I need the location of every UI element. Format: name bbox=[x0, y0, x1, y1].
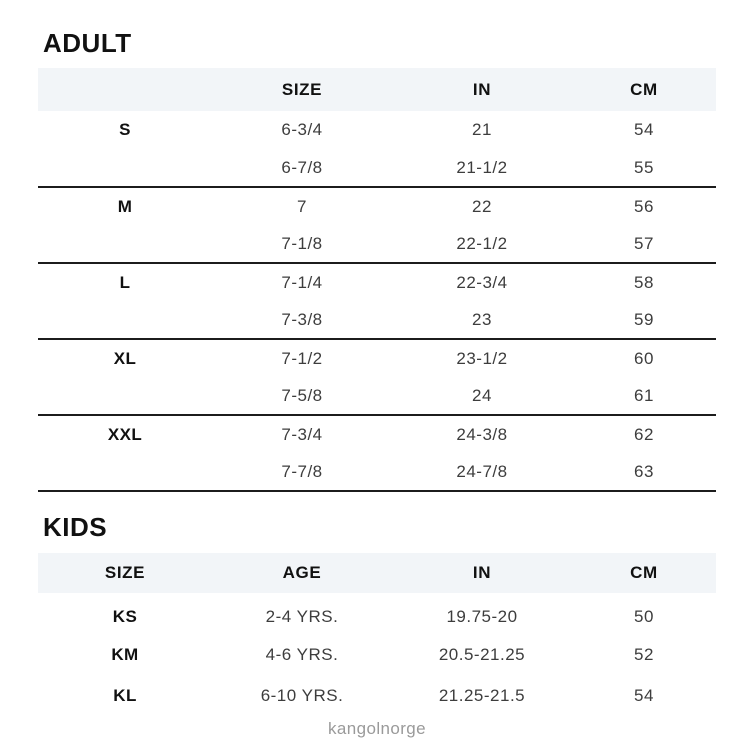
size-value-cell: 7-5/8 bbox=[212, 377, 392, 415]
kids-col-header-age: AGE bbox=[212, 553, 392, 593]
inches-value-cell: 22-3/4 bbox=[456, 272, 508, 292]
table-row bbox=[38, 149, 716, 187]
table-row bbox=[38, 377, 716, 415]
kids-header-row bbox=[38, 553, 716, 593]
size-group-label-blank bbox=[38, 377, 212, 415]
cm-value-cell: 55 bbox=[572, 149, 716, 187]
kids-col-header-cm: CM bbox=[572, 553, 716, 593]
size-group-label-blank bbox=[38, 453, 212, 491]
size-group-label: S bbox=[119, 120, 131, 139]
size-group-label: XL bbox=[113, 348, 137, 368]
inches-value-cell: 24-7/8 bbox=[392, 453, 572, 491]
table-row bbox=[38, 339, 716, 377]
adult-col-header-in: IN bbox=[392, 68, 572, 111]
cm-value-cell: 63 bbox=[572, 453, 716, 491]
size-value-cell: 6-7/8 bbox=[212, 149, 392, 187]
adult-section-title: ADULT bbox=[43, 28, 132, 58]
size-group-label: M bbox=[117, 196, 133, 216]
table-row bbox=[38, 111, 716, 149]
size-value-cell: 7-1/2 bbox=[281, 348, 323, 368]
cm-value-cell: 61 bbox=[572, 377, 716, 415]
size-group-label-blank bbox=[38, 149, 212, 187]
size-value-cell: 7-1/4 bbox=[281, 272, 323, 292]
kids-size-label: KL bbox=[113, 685, 137, 705]
cm-value-cell: 54 bbox=[634, 120, 654, 139]
cm-value-cell: 62 bbox=[634, 424, 654, 444]
inches-value-cell: 21.25-21.5 bbox=[438, 685, 526, 705]
inches-value-cell: 22-1/2 bbox=[392, 225, 572, 263]
inches-value-cell: 21 bbox=[472, 120, 492, 139]
size-group-label-blank bbox=[38, 225, 212, 263]
table-row bbox=[38, 453, 716, 491]
adult-col-header-size: SIZE bbox=[212, 68, 392, 111]
table-row bbox=[38, 301, 716, 339]
size-group-label: XXL bbox=[107, 424, 143, 444]
inches-value-cell: 23 bbox=[392, 301, 572, 339]
adult-col-header-cm: CM bbox=[572, 68, 716, 111]
age-value-cell: 4-6 YRS. bbox=[265, 644, 339, 664]
inches-value-cell: 24 bbox=[392, 377, 572, 415]
size-value-cell: 7-3/4 bbox=[281, 424, 323, 444]
cm-value-cell: 54 bbox=[634, 685, 654, 705]
cm-value-cell: 59 bbox=[572, 301, 716, 339]
kids-size-label: KS bbox=[112, 607, 138, 626]
table-row bbox=[38, 415, 716, 453]
table-row bbox=[38, 225, 716, 263]
kids-col-header-size: SIZE bbox=[38, 553, 212, 593]
brand-watermark: kangolnorge bbox=[328, 719, 426, 738]
cm-value-cell: 60 bbox=[634, 348, 654, 368]
size-value-cell: 7 bbox=[297, 196, 307, 216]
kids-size-table bbox=[38, 553, 716, 716]
adult-header-row bbox=[38, 68, 716, 111]
size-value-cell: 7-7/8 bbox=[212, 453, 392, 491]
age-value-cell: 2-4 YRS. bbox=[265, 607, 339, 626]
size-value-cell: 7-1/8 bbox=[212, 225, 392, 263]
adult-size-table bbox=[38, 68, 716, 492]
inches-value-cell: 19.75-20 bbox=[446, 607, 518, 626]
cm-value-cell: 57 bbox=[572, 225, 716, 263]
inches-value-cell: 23-1/2 bbox=[456, 348, 508, 368]
size-value-cell: 7-3/8 bbox=[212, 301, 392, 339]
inches-value-cell: 20.5-21.25 bbox=[438, 644, 526, 664]
kids-size-label: KM bbox=[111, 644, 139, 664]
cm-value-cell: 52 bbox=[634, 644, 654, 664]
inches-value-cell: 21-1/2 bbox=[392, 149, 572, 187]
kids-section-title: KIDS bbox=[43, 512, 108, 542]
table-row bbox=[38, 593, 716, 634]
table-row bbox=[38, 634, 716, 675]
age-value-cell: 6-10 YRS. bbox=[260, 685, 344, 705]
size-chart-page bbox=[0, 30, 754, 739]
kids-col-header-in: IN bbox=[392, 553, 572, 593]
table-row bbox=[38, 263, 716, 301]
cm-value-cell: 58 bbox=[634, 272, 654, 292]
size-value-cell: 6-3/4 bbox=[281, 120, 323, 139]
adult-col-header-blank bbox=[38, 68, 212, 111]
table-row bbox=[38, 675, 716, 716]
cm-value-cell: 56 bbox=[634, 196, 654, 216]
cm-value-cell: 50 bbox=[634, 607, 654, 626]
inches-value-cell: 24-3/8 bbox=[456, 424, 508, 444]
inches-value-cell: 22 bbox=[472, 196, 492, 216]
size-group-label-blank bbox=[38, 301, 212, 339]
size-group-label: L bbox=[119, 272, 131, 292]
table-row bbox=[38, 187, 716, 225]
